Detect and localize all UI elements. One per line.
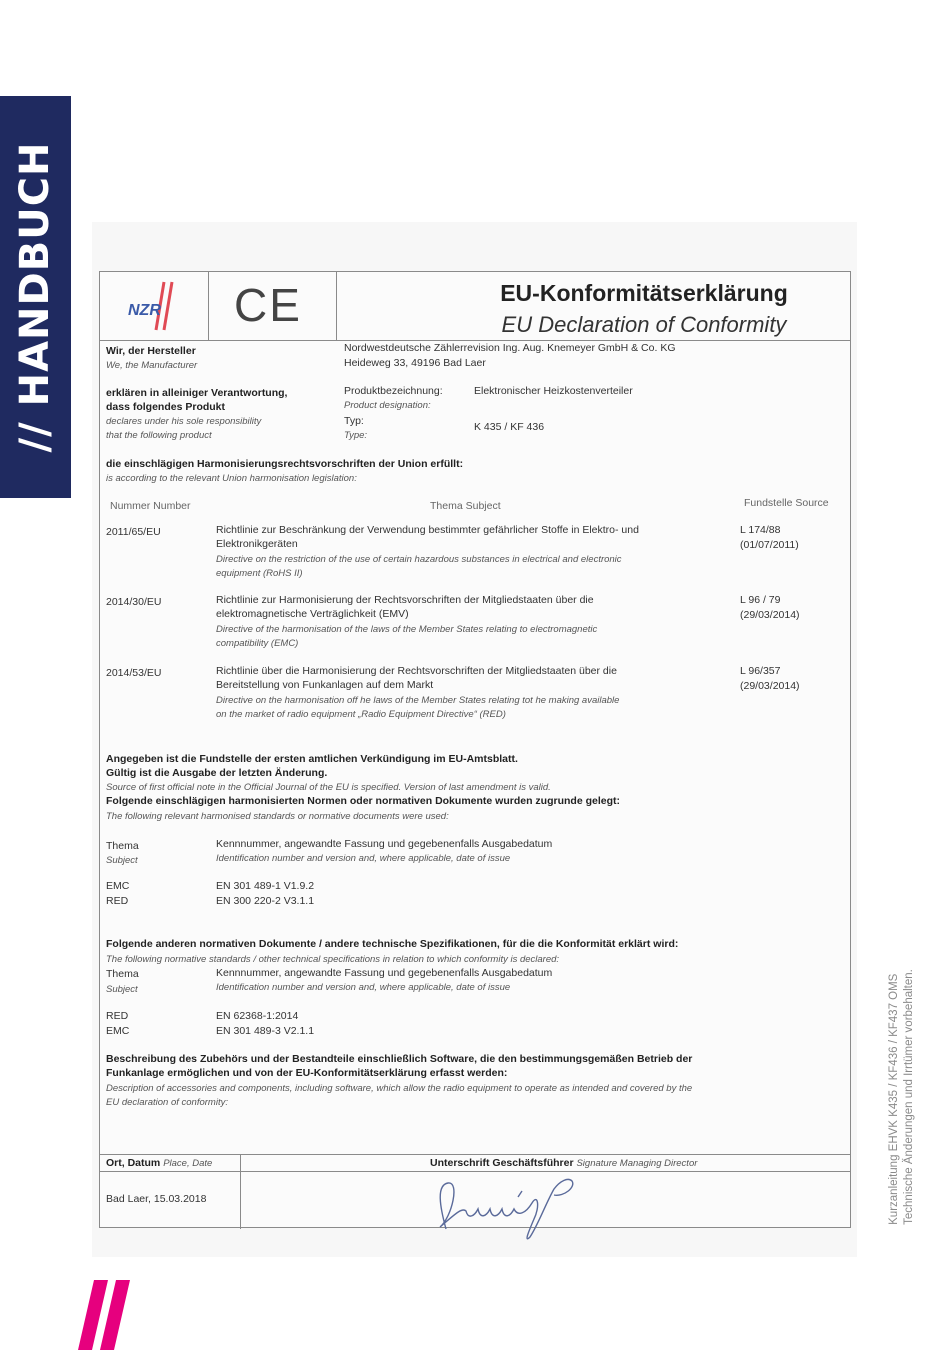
directive-3-source-2: (29/03/2014): [740, 680, 800, 692]
directive-1-number: 2011/65/EU: [106, 526, 161, 538]
accessories-de-2: Funkanlage ermöglichen und von der EU-Konformitätserklärung erfasst werden:: [106, 1067, 508, 1079]
harm-standard-2-value: EN 300 220-2 V3.1.1: [216, 895, 315, 907]
directive-2-en-2: compatibility (EMC): [216, 638, 299, 649]
side-note-line-2: Technische Änderungen und Irrtümer vorbehalten.: [903, 969, 915, 1225]
accessories-en-1: Description of accessories and components, including software, which allow the radio equipment to operate as intended and covered by the: [106, 1083, 693, 1094]
nzr-logo-icon: [120, 280, 190, 332]
harm-standard-2-label: RED: [106, 895, 129, 907]
kenn-en-1: Identification number and version and, where applicable, date of issue: [216, 853, 511, 864]
subject-label-2: Subject: [106, 984, 138, 995]
directive-1-en-1: Directive on the restriction of the use of certain hazardous substances in electrical and electronic: [216, 554, 622, 565]
accessories-en-2: EU declaration of conformity:: [106, 1097, 228, 1108]
place-label-en: Place, Date: [163, 1158, 213, 1169]
note-en: Source of first official note in the Official Journal of the EU is specified. Version of last amendment is valid.: [106, 782, 551, 793]
directive-3-en-1: Directive on the harmonisation off he laws of the Member States relating tot he making available: [216, 695, 620, 706]
manufacturer-label-de: Wir, der Hersteller: [106, 345, 196, 357]
double-slash-mark-icon: [78, 1280, 134, 1350]
directive-1-de-2: Elektronikgeräten: [216, 538, 298, 550]
product-label-de: Produktbezeichnung:: [344, 385, 443, 397]
other-standard-1-value: EN 62368-1:2014: [216, 1010, 299, 1022]
product-value: Elektronischer Heizkostenverteiler: [474, 385, 633, 397]
declare-en-1: declares under his sole responsibility: [106, 416, 262, 427]
directive-2-number: 2014/30/EU: [106, 596, 162, 608]
other-standard-2-label: EMC: [106, 1025, 130, 1037]
handbuch-label: // HANDBUCH: [12, 141, 58, 453]
harm-standard-1-value: EN 301 489-1 V1.9.2: [216, 880, 315, 892]
directive-2-en-1: Directive of the harmonisation of the laws of the Member States relating to electromagnetic: [216, 624, 598, 635]
other-docs-en: The following normative standards / other technical specifications in relation to which conformity is declared:: [106, 954, 560, 965]
directive-2-de-1: Richtlinie zur Harmonisierung der Rechtsvorschriften der Mitgliedstaaten über die: [216, 594, 594, 606]
manufacturer-name: Nordwestdeutsche Zählerrevision Ing. Aug. Knemeyer GmbH & Co. KG: [344, 342, 676, 354]
type-label-de: Typ:: [344, 415, 364, 427]
directive-1-source-2: (01/07/2011): [740, 539, 799, 551]
kenn-de-2: Kennnummer, angewandte Fassung und gegebenenfalls Ausgabedatum: [216, 967, 553, 979]
title-de: EU-Konformitätserklärung: [500, 280, 788, 306]
place-date-label: [106, 1157, 212, 1170]
signature-label-de: Unterschrift Geschäftsführer: [430, 1157, 574, 1169]
nzr-logo-text: NZR: [128, 302, 161, 319]
kenn-de-1: Kennnummer, angewandte Fassung und gegebenenfalls Ausgabedatum: [216, 838, 553, 850]
note-de-2: Gültig ist die Ausgabe der letzten Änderung.: [106, 767, 328, 779]
declare-de-2: dass folgendes Produkt: [106, 401, 226, 413]
note-de-1: Angegeben ist die Fundstelle der ersten amtlichen Verkündigung im EU-Amtsblatt.: [106, 753, 518, 765]
directive-1-source-1: L 174/88: [740, 524, 781, 536]
col-number: Nummer Number: [110, 500, 191, 512]
handbuch-side-tab: [0, 96, 71, 498]
directive-1-en-2: equipment (RoHS II): [216, 568, 303, 579]
place-label-de: Ort, Datum: [106, 1157, 161, 1169]
directive-3-de-2: Bereitstellung von Funkanlagen auf dem Markt: [216, 679, 434, 691]
directive-2-de-2: elektromagnetische Verträglichkeit (EMV): [216, 608, 409, 620]
declare-en-2: that the following product: [106, 430, 212, 441]
type-value: K 435 / KF 436: [474, 421, 545, 433]
declaration-document: [99, 271, 851, 1228]
title-en: EU Declaration of Conformity: [501, 312, 787, 337]
directive-3-source-1: L 96/357: [740, 665, 781, 677]
thema-label-2: Thema: [106, 968, 139, 980]
handwritten-signature: [426, 1167, 596, 1249]
harmonised-de: Folgende einschlägigen harmonisierten Normen oder normativen Dokumente wurden zugrunde gelegt:: [106, 795, 620, 807]
side-note: [887, 969, 917, 1225]
union-legislation-de: die einschlägigen Harmonisierungsrechtsvorschriften der Union erfüllt:: [106, 458, 464, 470]
union-legislation-en: is according to the relevant Union harmonisation legislation:: [106, 473, 357, 484]
thema-label-1: Thema: [106, 840, 139, 852]
other-standard-2-value: EN 301 489-3 V2.1.1: [216, 1025, 315, 1037]
accessories-de-1: Beschreibung des Zubehörs und der Bestandteile einschließlich Software, die den bestimmungsgemäßen Betrieb der: [106, 1053, 693, 1065]
other-standard-1-label: RED: [106, 1010, 129, 1022]
harm-standard-1-label: EMC: [106, 880, 130, 892]
signature-label-en: Signature Managing Director: [576, 1158, 698, 1169]
declare-de-1: erklären in alleiniger Verantwortung,: [106, 387, 288, 399]
place-date-value: Bad Laer, 15.03.2018: [106, 1193, 207, 1205]
type-label-en: Type:: [344, 430, 368, 441]
other-docs-de: Folgende anderen normativen Dokumente / andere technische Spezifikationen, für die die Konformität erklärt wird:: [106, 938, 679, 950]
directive-1-de-1: Richtlinie zur Beschränkung der Verwendung bestimmter gefährlicher Stoffe in Elektro- und: [216, 524, 639, 536]
directive-3-de-1: Richtlinie über die Harmonisierung der Rechtsvorschriften der Mitgliedstaaten über die: [216, 665, 617, 677]
harmonised-en: The following relevant harmonised standards or normative documents were used:: [106, 811, 449, 822]
side-note-line-1: Kurzanleitung EHVK K435 / KF436 / KF437 OMS: [888, 973, 900, 1225]
product-label-en: Product designation:: [344, 400, 431, 411]
directive-2-source-2: (29/03/2014): [740, 609, 800, 621]
directive-2-source-1: L 96 / 79: [740, 594, 781, 606]
col-source: Fundstelle Source: [744, 497, 829, 509]
directive-3-number: 2014/53/EU: [106, 667, 162, 679]
directive-3-en-2: on the market of radio equipment „Radio Equipment Directive“ (RED): [216, 709, 506, 720]
kenn-en-2: Identification number and version and, where applicable, date of issue: [216, 982, 511, 993]
subject-label-1: Subject: [106, 855, 138, 866]
manufacturer-label-en: We, the Manufacturer: [106, 360, 198, 371]
ce-mark: CE: [234, 279, 302, 331]
manufacturer-address: Heideweg 33, 49196 Bad Laer: [344, 357, 486, 369]
col-subject: Thema Subject: [430, 500, 501, 512]
